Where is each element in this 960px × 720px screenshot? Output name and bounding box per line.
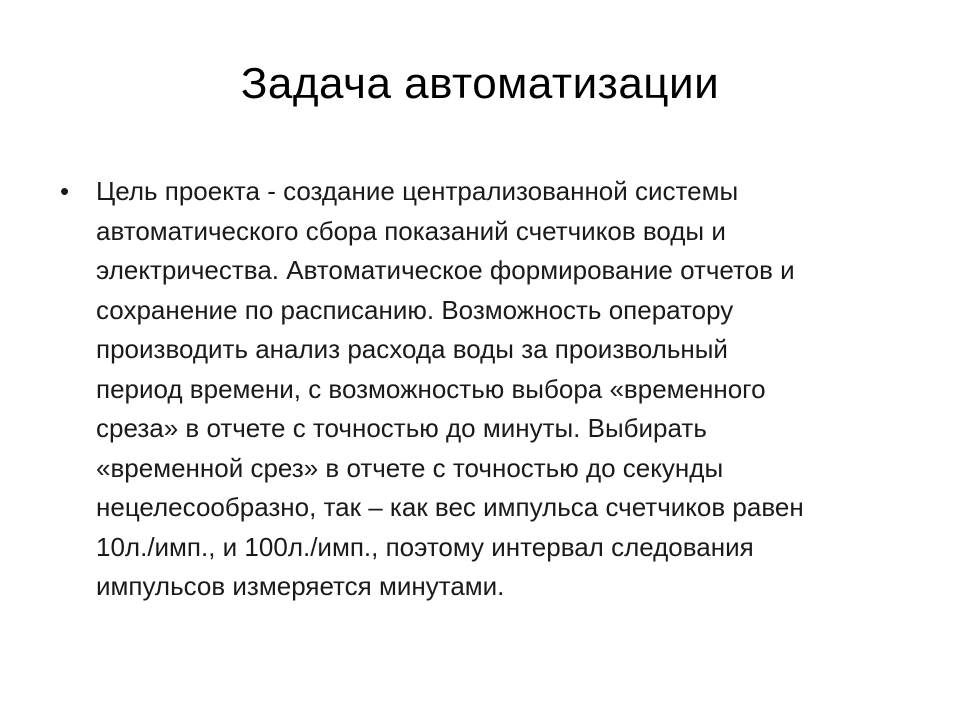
bullet-text-line: сохранение по расписанию. Возможность оператору — [96, 294, 734, 325]
bullet-text-line: Цель проекта - создание централизованной системы — [96, 176, 739, 206]
bullet-text-line: 10л./имп., и 100л./имп., поэтому интервал следования — [96, 531, 754, 562]
slide-title: Задача автоматизации — [240, 59, 720, 108]
bullet-text-line: «временной срез» в отчете с точностью до секунды — [96, 452, 724, 483]
bullet-marker: • — [60, 176, 70, 206]
bullet-text-line: электричества. Автоматическое формирование отчетов и — [96, 255, 795, 285]
slide-content — [60, 172, 910, 607]
bullet-text-line: автоматического сбора показаний счетчиков воды и — [96, 215, 726, 246]
bullet-text-line: производить анализ расхода воды за произвольный — [96, 334, 728, 364]
bullet-text-line: нецелесообразно, так – как вес импульса счетчиков равен — [96, 492, 804, 522]
bullet-item — [60, 172, 910, 607]
bullet-list — [60, 172, 910, 607]
bullet-text-line: среза» в отчете с точностью до минуты. Выбирать — [96, 413, 707, 443]
bullet-text-line: импульсов измеряется минутами. — [96, 571, 505, 601]
bullet-text-line: период времени, с возможностью выбора «временного — [96, 373, 766, 404]
